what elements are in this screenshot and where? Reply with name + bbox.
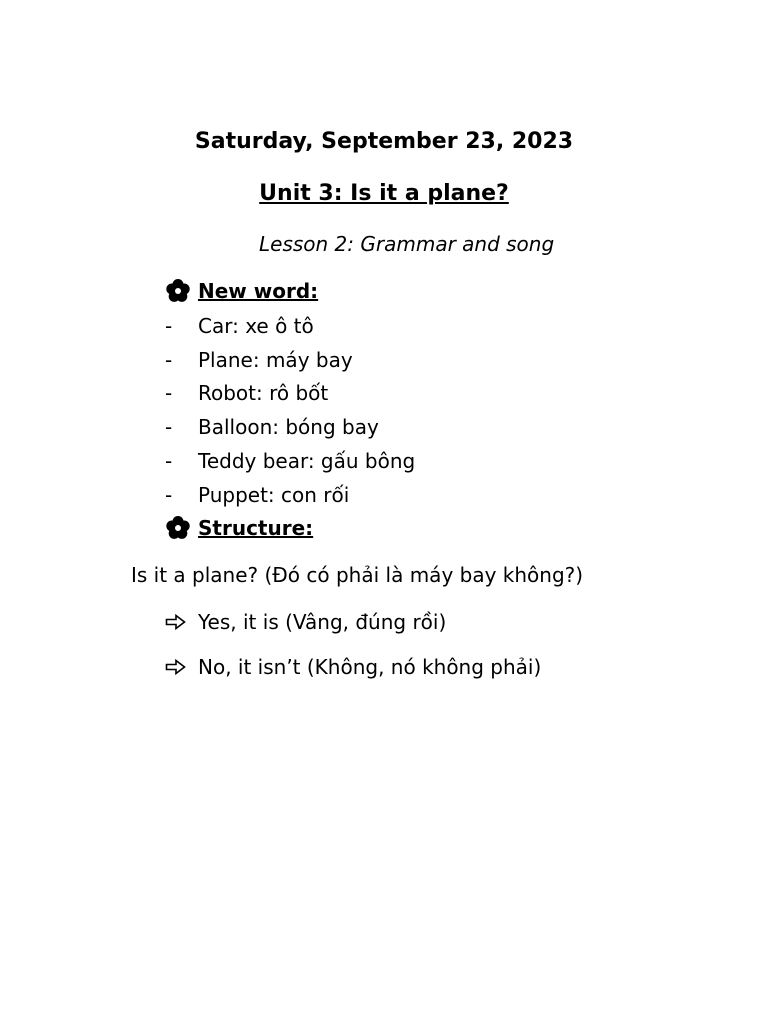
- list-item: [165, 478, 415, 512]
- vocab-text: Plane: máy bay: [198, 347, 353, 372]
- vocab-text: Car: xe ô tô: [198, 313, 314, 338]
- vocab-text: Robot: rô bốt: [198, 381, 329, 406]
- dash-bullet: -: [165, 482, 173, 507]
- list-item: [165, 377, 415, 411]
- dash-bullet: -: [165, 347, 173, 372]
- structure-heading: [165, 513, 313, 543]
- flower-icon: [165, 515, 191, 541]
- list-item: [165, 410, 415, 444]
- structure-question: Is it a plane? (Đó có phải là máy bay không?): [131, 563, 584, 587]
- list-item: [165, 309, 415, 343]
- right-arrow-icon: [165, 614, 198, 630]
- vocab-text: Teddy bear: gấu bông: [198, 449, 416, 474]
- dash-bullet: -: [165, 381, 173, 406]
- new-word-heading: [165, 276, 318, 306]
- structure-label: Structure:: [198, 516, 314, 540]
- dash-bullet: -: [165, 313, 173, 338]
- list-item: [165, 343, 415, 377]
- answer-text: No, it isn’t (Không, nó không phải): [198, 655, 542, 679]
- answer-text: Yes, it is (Vâng, đúng rồi): [198, 610, 447, 634]
- dash-bullet: -: [165, 449, 173, 474]
- new-word-label: New word:: [198, 279, 319, 303]
- vocab-text: Puppet: con rối: [198, 482, 350, 507]
- list-item: [165, 444, 415, 478]
- answer-yes: [165, 607, 446, 637]
- vocab-text: Balloon: bóng bay: [198, 415, 379, 440]
- lesson-subtitle: Lesson 2: Grammar and song: [259, 232, 555, 256]
- document-date: Saturday, September 23, 2023: [194, 129, 574, 154]
- flower-icon: [165, 278, 191, 304]
- answer-no: [165, 652, 541, 682]
- unit-title: Unit 3: Is it a plane?: [259, 181, 509, 206]
- vocabulary-list: [165, 309, 415, 512]
- dash-bullet: -: [165, 415, 173, 440]
- right-arrow-icon: [165, 659, 198, 675]
